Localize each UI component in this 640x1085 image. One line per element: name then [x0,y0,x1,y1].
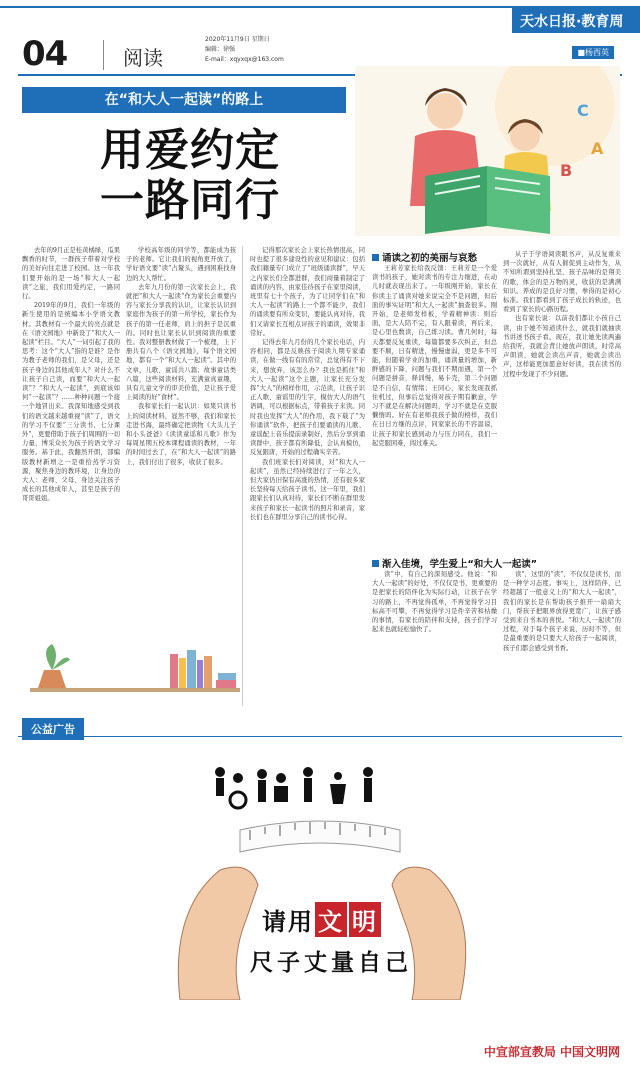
section-heading-1 [372,250,477,264]
paragraph: 记得那次家长会上家长热情很高，同时也提了很多建设性的意见和建议：包括我们籍量专门成立了“班级诵读群”，早天之内家长们全都进群，我们商量着制定了诵读的内容，由家佳待孩子在家里阅读，班里有七十个孩子，为了让同学们在“和大人一起读”的路上一个都不能少，我们的诵读要有所众变识，要能认真对待，我们又请家长互相点评孩子的诵读，效果非常好。 [250,247,365,337]
paragraph: 去年的9月正是桂黄橘绿，瓜果飘香的时节，一群孩子带着对学校的美好向往走进了校园。这一年我们要开始的是一场“和大人一起读”之旅，我们用爱约定，一路同行。 [22,247,120,301]
section-heading-1-text: 诵读之初的美丽与哀愁 [382,253,478,264]
article-column-4b [372,570,497,710]
letter-b: B [560,161,573,180]
page-number: 04 [22,34,68,74]
section-name: 阅读 [123,46,163,70]
article-subtitle: 在“和大人一起读”的路上 [22,87,346,113]
square-bullet-icon [372,560,379,567]
bookshelf-decoration [30,640,240,698]
meta-editor: 编辑：徐强 [205,46,236,53]
paragraph: 学校高年级的同学等，都能成为孩子的老师。它让我们的视角更开放了，学好语文要“读”占鳌头，遇到困难找身边的大人帮忙。 [126,247,236,282]
meta-date: 2020年11月9日 星期日 [205,36,270,43]
article-column-5 [503,250,621,550]
paragraph: 从子于学语阅读眼书声，从反复重来到一次就好，从有人催促到主动作为，从不知所谓到坚持扎坚，孩子品味的是翔美的歌，体会的是万物的灵，收获的是满满知识。养成的是良好习惯，拳得的是初心标准。我们都看到了孩子成长的轨迹，也看到了家长的心路历程。 [503,251,621,314]
title-line-1: 用爱约定 [100,125,280,176]
ad-slogan-line-2: 尺子丈量自己 [250,950,412,976]
slogan-highlight-1: 文 [315,902,347,937]
civility-pictograms [215,767,373,808]
slogan-prefix: 请用 [262,908,314,936]
ad-slogan-line-1 [262,902,382,937]
reading-family-illustration [355,66,620,236]
author-badge: ■杨西英 [572,46,614,59]
paragraph: 去年九月份的第一次家长会上，我就把“和大人一起读”作为家长会重要内容与家长分享我的认识，让家长认识到家庭作为孩子的第一所学校，家长作为孩子的第一任老师，肩上的担子是沉重的。同时也让家长认识到阅读的重要性。我对整册教材做了一个梳理，上下册共有八个《语文园地》，每个语文园地，都有一个“和大人一起读”。其中的文章，儿歌、童谣共八篇；故事童话类八篇，这些阅读材料，充满童真童趣，具有儿童文学的审美价值，是让孩子爱上阅读的好“食材”。 [126,283,236,402]
article-column-4 [372,264,497,550]
paragraph: 记得去年九月份的几个家长电话，内容相同，都是反映孩子阅读九期专家诵读，在做一线有有的常常，总觉得有不下来，想放弃，该怎么办？我也是抓住“和大人一起读”这个主题，让家长充分发挥“大人”的榜样作用，示范读，让孩子识正人歌、童谣里的生字，模仿大人的语气语调，可以根据标点，带着孩子来读。同时我也发挥“大人”的作用，我下载了“为你诵读”软件，把孩子们要诵读的儿歌、童谣配上音乐提前录制好，然后分享到诵读群中，孩子都有所降低，会认真模仿，反复跟唐，开始的过程确实辛苦。 [250,339,365,457]
paragraph: 读”，这里的“读”，不仅仅是读书，而是一种学习态度。事实上，这样陪伴，已经超越了一般意义上的“和大人一起读”，我们的家长是在帮助孩子推开一扇扇大门，帮孩子把眼界放得更宽广，让孩子感受到来自书本的喜悦。“和大人一起读”的过程，对于每个孩子来说，历时不等，但是最重要的是只要大人给孩子一起阅读，孩子们都会感受到书香。 [503,571,621,652]
paragraph: 也有家长说：以前我们都让小孩自己读，由于她不知道读什么，就我们就抽读书讲述书孩子看。现在，我让她先读两遍给我听，我就会背让她放声朗读，时常高声朗读，她就会读出声音，她就会读出声，这样能更加愿意好好读，我在读书的过程中发现了不少问题。 [503,315,621,378]
title-line-2: 一路同行 [100,175,280,226]
section-heading-2 [372,556,537,570]
section-heading-2-text: 渐入佳境，学生爱上“和大人一起读” [382,559,537,570]
article-column-5b [503,570,621,710]
ad-label: 公益广告 [22,718,84,740]
paragraph: 2019年的9月，我们一年级的新生使用的是统编本小学语文教材。其教材有一个最大的亮点就是在《语文园地》中新设了“和大人一起读”栏目。“大人”一词引起了我的思考：这个“大人”指的是谁？是作为教子老师的我们，是父母，还是孩子身边的其他成年人？对什么不让孩子自己读，而要“和大人一起读”？“和大人一起读”，到底该如何“一起读”？……种种问题一个接一个地冒出来。我深知地感受到我们的语文越来越重视“读”了，语文的学习不仅要“三分读书，七分课外”，更要借助于孩子们周围的一切力量，博采众长为孩子的语文学习服务。基于此，我翻然开朗，部编版教材新增之一是重拾蒸学习资源，聚焦身边的教环境，让身边的大人：老师、父母、身边关注孩子成长的其他成年人，甚至是孩子的哥哥姐姐。 [22,302,120,503]
section-divider [103,40,104,70]
ad-rule [18,736,622,737]
square-bullet-icon [372,254,379,261]
paragraph: 读”中，有自己的深刻感受。他说：“和大人一起读”的好处，不仅仅是书，更重要的是把家长的陪伴化为实际行动，让孩子在学习的路上，不再觉得孤单，不再觉得学习目标高不可攀，不再觉得学习是件辛苦和枯燥的事情，有家长的陪伴和支持，孩子们学习起来也就轻松愉快了。 [372,571,497,634]
letter-c: C [577,101,589,120]
ad-sponsor: 中宣部宣教局 中国文明网 [483,1045,620,1059]
article-title [100,126,300,226]
article-column-2 [126,246,236,636]
article-column-1 [22,246,120,646]
edition-meta [205,35,284,65]
article-column-3 [250,246,365,706]
letter-a: A [591,139,604,158]
meta-email: E-mail：xqyxqx@163.com [205,56,284,63]
newspaper-brand: 天水日报·教育周刊 [512,8,640,33]
paragraph: 我们班家长们对阅读，对“和大人一起读”，虽然已经持续进行了一年之久，但大家仍旧保有高涨的热情，还有很多家长坚持每天给孩子读书。这一年里，我们跟家长们认真对待，家长们不断在群里发来孩子和家长一起读书的照片和录音，家长们也在群里分享自己的读书心得。 [250,458,365,521]
slogan-highlight-2: 明 [349,902,381,937]
paragraph: 我和家长们一起认识：如果只读书上的阅读材料，显然不够，我们和家长走进书海，最终确定把读物《大头儿子和小头爸爸》《读读童谣和儿歌》作为每周星期五校本课程诵读的教材，一年的时间过去了，在“和大人一起读”的路上，我们付出了很多，收获了很多。 [126,403,236,466]
paragraph: 王莉芳家长给我反馈：王莉芳是一个爱读书的孩子，她对读书的专注力细进，在动儿时就表现出来了。一年级刚开始，家长在你读主了诵读对她来说完全不是问题，但后面的事实证明“和大人一起读”抽查很多。刚开始，是老师发样板，学着精神读：则后面，是大人陪不完，有人跟着读，再后来，是心里也数读，自己练习读。曹几何时，每天都要反复重读，每篇都要多次纠正，但总要不顺，日有精进，慢慢虚弱，更是多不可能，但随着学业的加重，诵读量的增加，新鲜感的下降，问题与我们不期而遇，第一个问题是拼音，释训慢，易卡壳，第二个问题是不自信，有情绪；王同心，家长发现我抓住机过，但事后总觉得对孩子期有歉意，学习不就是在解决问题吗，学习不就是在克服懒惰吗。好在有老师我孩子做的榜样，我们在日日方继的点评，同家家长的不容温谅，让孩子和家长感到动力与压力同在，我们一起克服困难，闯过难关。 [372,265,497,447]
column-divider [242,246,243,706]
